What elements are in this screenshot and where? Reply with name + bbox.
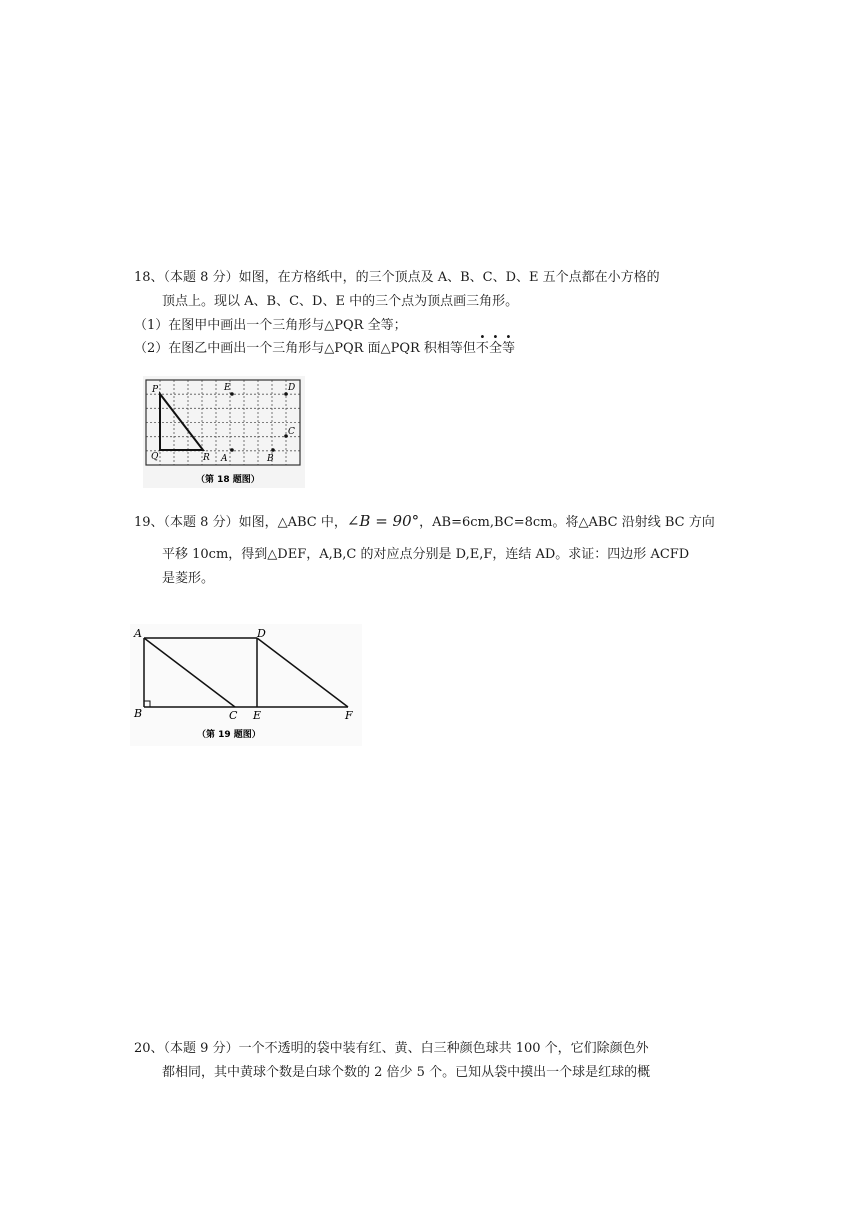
- q19-line1: [134, 511, 715, 533]
- label-e: E: [224, 383, 231, 393]
- q19-figure: [130, 624, 362, 746]
- point-b: [271, 448, 275, 452]
- emph-char: 等: [501, 341, 515, 356]
- point-a: [230, 448, 234, 452]
- emph-char: 不: [475, 341, 489, 356]
- q19-angle-expression: ∠B = 90°: [346, 512, 420, 530]
- q18-grid-figure: [143, 376, 305, 488]
- q18-line2: 顶点上。现以 A、B、C、D、E 中的三个点为顶点画三角形。: [162, 294, 519, 309]
- label-c: C: [288, 427, 295, 437]
- q19-caption: （第 19 题图）: [197, 730, 261, 740]
- q18-part2-emphasis: [476, 341, 515, 356]
- label-q: Q: [151, 452, 159, 462]
- label-f: F: [345, 709, 353, 722]
- q18-part2: [134, 339, 515, 359]
- label-d: D: [257, 627, 266, 640]
- q18-part1: （1）在图甲中画出一个三角形与△PQR 全等；: [134, 318, 407, 333]
- label-b: B: [267, 454, 274, 464]
- label-c: C: [229, 709, 238, 722]
- label-r: R: [203, 453, 210, 463]
- q19-line1-prefix: 19、（本题 8 分）如图，△ABC 中，: [134, 515, 347, 530]
- q20-line2: 都相同，其中黄球个数是白球个数的 2 倍少 5 个。已知从袋中摸出一个球是红球的概: [162, 1065, 651, 1080]
- q19-line2: 平移 10cm，得到△DEF，A,B,C 的对应点分别是 D,E,F，连结 AD。求证：四边形 ACFD: [162, 547, 690, 562]
- q19-line3: 是菱形。: [162, 571, 215, 586]
- label-d: D: [288, 383, 296, 393]
- q18-caption: （第 18 题图）: [196, 475, 260, 485]
- q18-part2-text: （2）在图乙中画出一个三角形与△PQR 面△PQR 积相等但: [134, 341, 476, 356]
- emph-char: 全: [488, 341, 502, 356]
- q20-line1: 20、（本题 9 分）一个不透明的袋中装有红、黄、白三种颜色球共 100 个，它们除颜色外: [134, 1041, 649, 1056]
- label-p: P: [152, 385, 159, 395]
- q19-line1-suffix: ，AB=6cm,BC=8cm。将△ABC 沿射线 BC 方向: [419, 515, 715, 530]
- label-e: E: [253, 709, 262, 722]
- point-e: [230, 392, 234, 396]
- label-b: B: [134, 707, 143, 720]
- label-a: A: [221, 454, 228, 464]
- label-a: A: [134, 627, 142, 640]
- q18-line1: 18、（本题 8 分）如图，在方格纸中，的三个顶点及 A、B、C、D、E 五个点都在小方格的: [134, 270, 660, 285]
